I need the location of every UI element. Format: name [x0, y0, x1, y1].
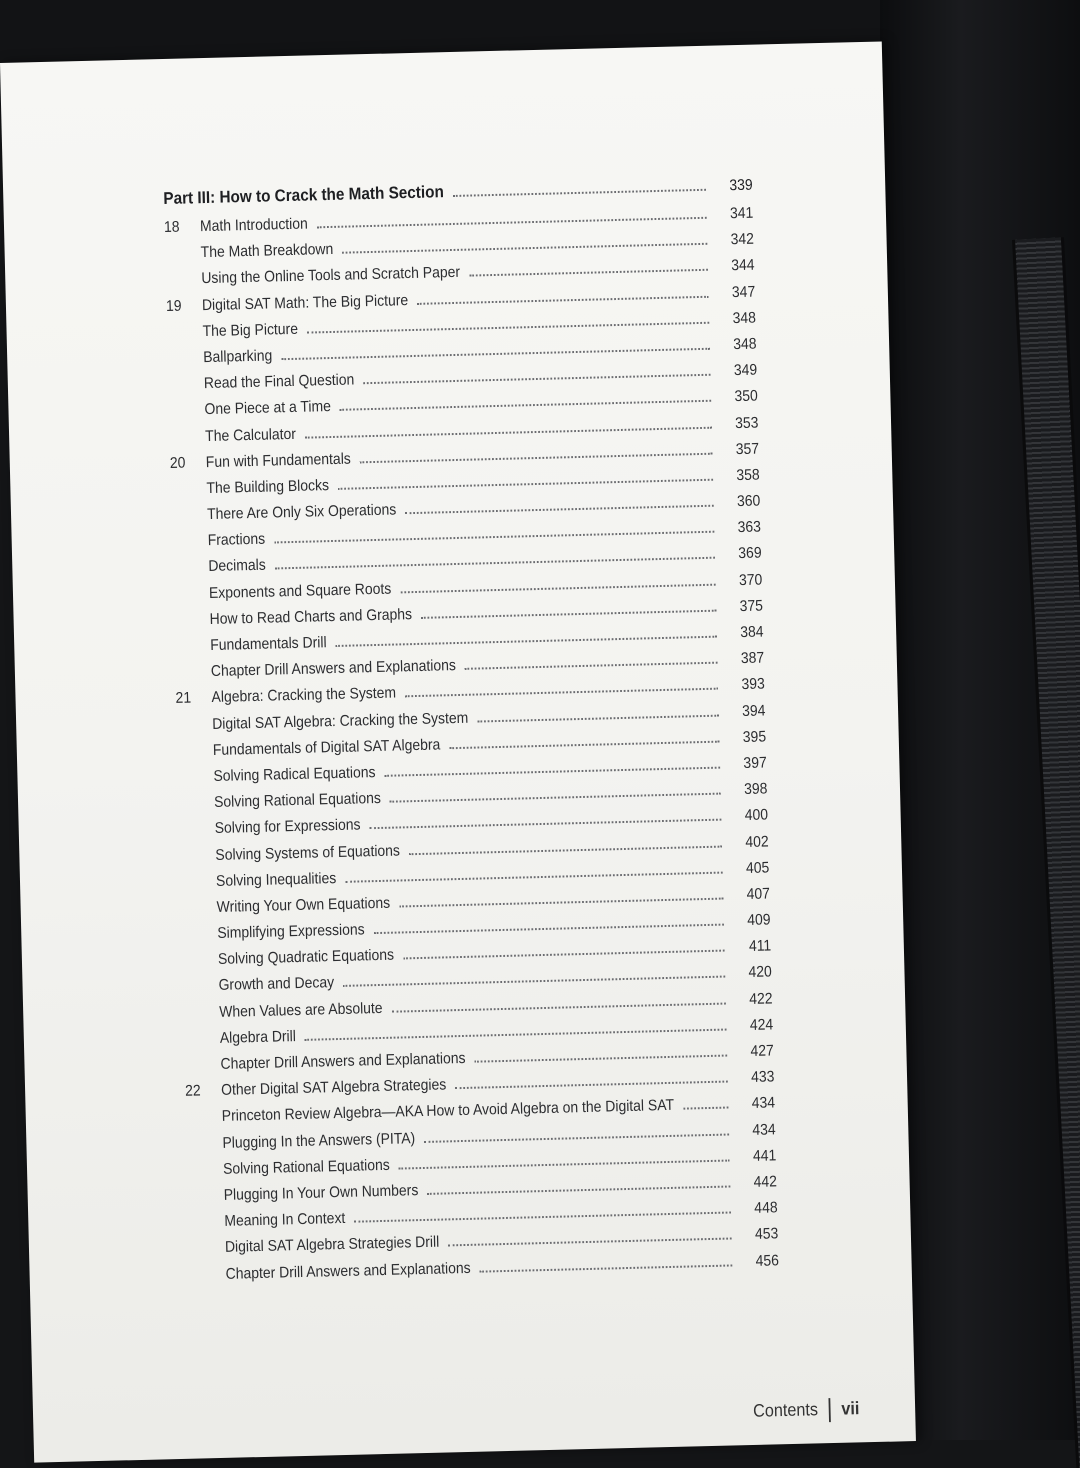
entry-page-number: 420 [748, 963, 773, 982]
dot-leader [449, 738, 719, 749]
chapter-number [171, 493, 207, 494]
entry-title: How to Read Charts and Graphs [209, 605, 413, 628]
dot-leader [343, 974, 725, 987]
entry-title: Writing Your Own Equations [216, 894, 391, 916]
entry-title: Chapter Drill Answers and Explanations [220, 1049, 466, 1073]
entry-title: Solving Quadratic Equations [217, 946, 395, 969]
entry-page-number: 398 [743, 780, 768, 799]
entry-page-number: 405 [745, 859, 770, 877]
entry-page-number: 384 [740, 623, 764, 642]
dot-leader [424, 1131, 729, 1142]
dot-leader [399, 895, 723, 907]
chapter-number [181, 912, 217, 913]
entry-title: Fundamentals of Digital SAT Algebra [212, 736, 441, 759]
dot-leader [305, 424, 712, 438]
chapter-number [189, 1252, 225, 1253]
chapter-number [188, 1200, 224, 1201]
chapter-number [186, 1121, 222, 1122]
entry-page-number: 397 [743, 754, 767, 772]
chapter-number [180, 886, 216, 887]
entry-title: One Piece at a Time [204, 398, 332, 419]
entry-page-number: 348 [733, 335, 757, 354]
entry-title: Fractions [207, 530, 266, 550]
footer-divider [829, 1398, 831, 1422]
chapter-number: 18 [163, 218, 180, 237]
entry-title: When Values are Absolute [219, 999, 383, 1021]
entry-title: Read the Final Question [203, 371, 355, 393]
dot-leader [305, 1026, 727, 1040]
page-footer [753, 1397, 860, 1424]
chapter-number [176, 729, 212, 730]
dot-leader [453, 187, 706, 197]
chapter-number [190, 1278, 226, 1279]
table-of-contents [163, 175, 780, 1293]
chapter-number [177, 755, 213, 756]
entry-title: Exponents and Square Roots [208, 580, 392, 602]
entry-title: Fundamentals Drill [210, 634, 327, 655]
entry-page-number: 407 [746, 885, 771, 903]
entry-page-number: 342 [730, 230, 755, 249]
entry-page-number: 393 [741, 675, 766, 694]
chapter-number [179, 833, 215, 834]
entry-page-number: 363 [737, 518, 762, 537]
entry-title: Solving Inequalities [215, 869, 337, 890]
dot-leader [474, 1053, 727, 1063]
chapter-number [183, 990, 219, 991]
chapter-number [180, 859, 216, 860]
dot-leader [469, 267, 708, 277]
entry-page-number: 360 [736, 492, 761, 511]
entry-title: Solving Rational Equations [213, 790, 382, 812]
footer-page-number: vii [841, 1398, 860, 1419]
entry-title: Digital SAT Math: The Big Picture [201, 291, 409, 314]
entry-page-number: 456 [755, 1251, 780, 1270]
entry-title: Simplifying Expressions [217, 921, 365, 943]
entry-title: Digital SAT Algebra Strategies Drill [224, 1233, 440, 1257]
dot-leader [307, 320, 709, 334]
dot-leader [374, 922, 724, 935]
dot-leader [281, 346, 710, 360]
entry-page-number: 349 [733, 361, 758, 380]
entry-page-number: 434 [752, 1120, 776, 1139]
dot-leader [455, 1079, 727, 1090]
chapter-number [188, 1226, 224, 1227]
chapter-number [171, 519, 207, 520]
entry-page-number: 353 [734, 414, 759, 432]
chapter-number [165, 257, 201, 258]
dot-leader [342, 241, 707, 254]
entry-page-number: 453 [754, 1225, 779, 1244]
dot-leader [477, 712, 719, 722]
entry-title: Ballparking [203, 347, 273, 367]
chapter-number [174, 650, 210, 651]
dot-leader [336, 634, 717, 647]
chapter-number [187, 1147, 223, 1148]
chapter-number [178, 781, 214, 782]
entry-page-number: 427 [750, 1042, 774, 1060]
dot-leader [275, 555, 715, 570]
chapter-number: 20 [169, 454, 186, 472]
dot-leader [274, 529, 714, 544]
entry-title: Princeton Review Algebra—AKA How to Avoid Algebra on the Digital SAT [221, 1097, 675, 1126]
dot-leader [317, 215, 707, 229]
entry-title: Plugging In Your Own Numbers [223, 1182, 419, 1204]
entry-title: Solving Systems of Equations [215, 841, 401, 864]
entry-page-number: 350 [734, 387, 758, 406]
chapter-number [175, 676, 211, 677]
chapter-number [181, 938, 217, 939]
entry-page-number: 400 [744, 806, 769, 825]
entry-page-number: 434 [751, 1094, 776, 1113]
dot-leader [421, 607, 716, 618]
entry-title: Solving Radical Equations [213, 763, 376, 785]
chapter-number [167, 336, 203, 337]
entry-title: Plugging In the Answers (PITA) [222, 1129, 416, 1152]
chapter-number [174, 624, 210, 625]
dot-leader [385, 765, 721, 777]
entry-page-number: 402 [745, 832, 769, 851]
entry-page-number: 411 [748, 937, 772, 956]
dot-leader [403, 948, 725, 960]
dot-leader [417, 293, 708, 304]
dot-leader [340, 398, 711, 411]
chapter-number: 19 [165, 297, 182, 315]
entry-title: The Building Blocks [206, 476, 330, 497]
entry-title: The Math Breakdown [200, 241, 334, 262]
dot-leader [405, 503, 713, 515]
entry-title: Chapter Drill Answers and Explanations [225, 1259, 471, 1283]
dot-leader [683, 1105, 728, 1110]
entry-page-number: 442 [753, 1173, 778, 1191]
entry-title: Fun with Fundamentals [205, 450, 351, 471]
entry-page-number: 339 [729, 176, 753, 195]
chapter-number [185, 1069, 221, 1070]
entry-page-number: 448 [754, 1199, 778, 1218]
entry-title: Digital SAT Algebra: Cracking the System [212, 709, 469, 733]
entry-title: Decimals [208, 557, 266, 576]
entry-page-number: 357 [735, 440, 760, 458]
chapter-number [187, 1174, 223, 1175]
chapter-number [169, 441, 205, 442]
entry-title: The Big Picture [202, 320, 299, 340]
entry-title: Algebra Drill [219, 1027, 297, 1047]
entry-page-number: 395 [742, 728, 767, 746]
dot-leader [448, 1236, 731, 1247]
chapter-number [184, 1043, 220, 1044]
entry-title: Solving Rational Equations [222, 1156, 390, 1178]
chapter-number [169, 414, 205, 415]
chapter-number [178, 807, 214, 808]
entry-page-number: 369 [738, 544, 762, 563]
dot-leader [465, 660, 718, 670]
entry-page-number: 344 [731, 257, 755, 275]
entry-title: The Calculator [204, 425, 297, 445]
dot-leader [338, 477, 713, 490]
chapter-number [167, 362, 203, 363]
entry-title: Part III: How to Crack the Math Section [163, 182, 445, 209]
dot-leader [405, 686, 718, 698]
entry-page-number: 422 [749, 990, 773, 1008]
chapter-number: 22 [184, 1082, 201, 1100]
entry-page-number: 409 [747, 911, 771, 930]
dot-leader [363, 372, 710, 384]
dot-leader [427, 1183, 730, 1194]
chapter-number [173, 598, 209, 599]
entry-title: Math Introduction [199, 215, 309, 236]
dot-leader [345, 869, 722, 882]
chapter-number [183, 1017, 219, 1018]
entry-title: Using the Online Tools and Scratch Paper [201, 264, 461, 288]
chapter-number [182, 964, 218, 965]
entry-page-number: 375 [739, 597, 764, 615]
entry-page-number: 387 [740, 649, 765, 668]
entry-page-number: 394 [741, 702, 766, 720]
chapter-number [172, 545, 208, 546]
entry-title: Meaning In Context [224, 1210, 346, 1230]
entry-page-number: 341 [729, 204, 754, 223]
dot-leader [392, 1000, 726, 1012]
chapter-number: 21 [175, 689, 192, 708]
dot-leader [370, 817, 722, 830]
book-page [0, 41, 916, 1462]
dot-leader [480, 1262, 733, 1272]
entry-page-number: 348 [732, 309, 757, 327]
dot-leader [360, 450, 713, 463]
chapter-number [168, 388, 204, 389]
entry-title: Chapter Drill Answers and Explanations [210, 657, 457, 681]
entry-page-number: 347 [731, 283, 756, 301]
entry-title: There Are Only Six Operations [206, 501, 397, 524]
entry-page-number: 433 [750, 1068, 775, 1087]
dot-leader [354, 1210, 731, 1223]
entry-title: Growth and Decay [218, 974, 335, 995]
dot-leader [400, 581, 715, 593]
entry-title: Other Digital SAT Algebra Strategies [220, 1076, 447, 1100]
chapter-number [165, 284, 201, 285]
entry-page-number: 441 [752, 1147, 777, 1165]
entry-page-number: 424 [749, 1016, 774, 1034]
chapter-number [172, 571, 208, 572]
dot-leader [409, 843, 722, 855]
entry-title: Algebra: Cracking the System [211, 684, 397, 707]
footer-label: Contents [752, 1399, 819, 1421]
entry-page-number: 358 [736, 466, 760, 485]
dot-leader [390, 791, 721, 803]
dot-leader [399, 1157, 730, 1169]
entry-title: Solving for Expressions [214, 816, 361, 838]
entry-page-number: 370 [738, 571, 763, 589]
